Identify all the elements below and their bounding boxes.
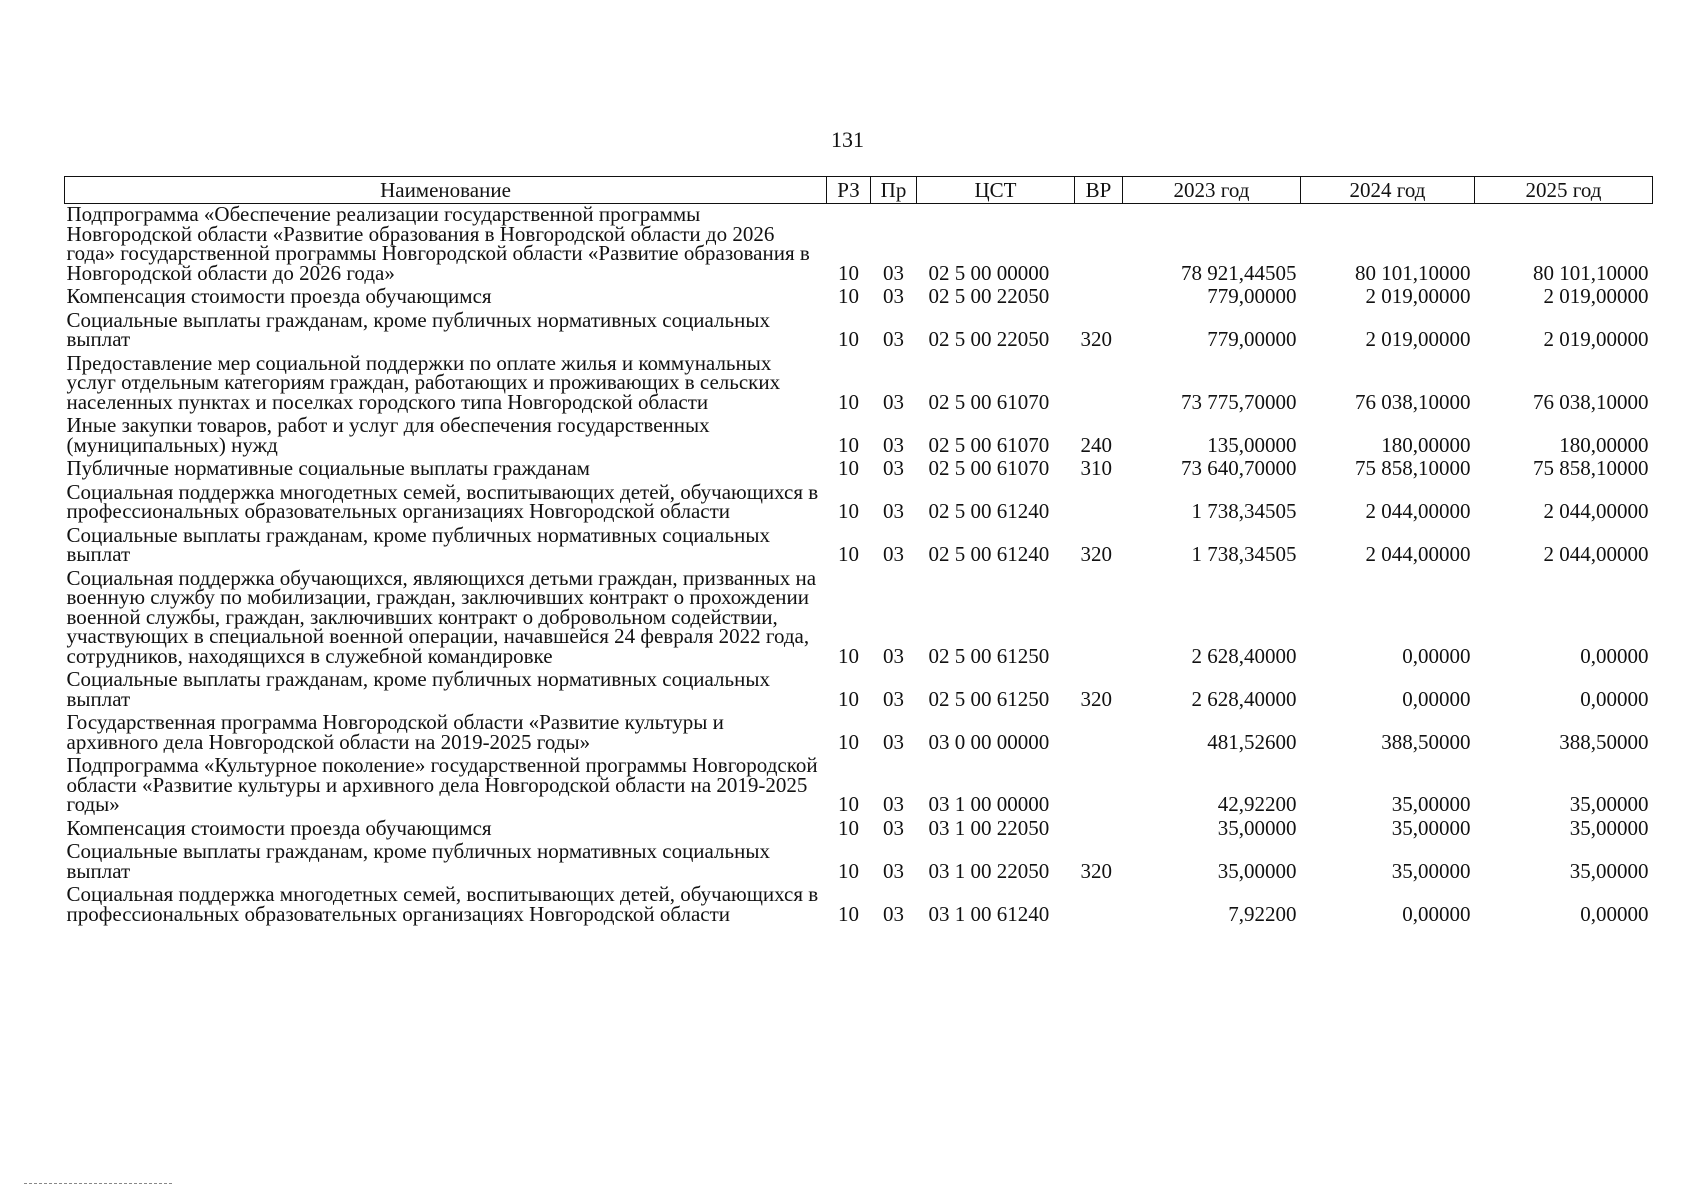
footer-divider bbox=[24, 1183, 172, 1184]
row-name: Подпрограмма «Культурное поколение» государственной программы Новгородской области «Развитие культуры и архивного дела Новгородской области на 2019-2025 годы» bbox=[66, 753, 818, 816]
row-amount-2024: 0,00000 bbox=[1402, 643, 1471, 668]
row-vr bbox=[1075, 286, 1123, 310]
row-amount-2023: 78 921,44505 bbox=[1181, 260, 1297, 285]
column-header-pr: Пр bbox=[871, 177, 917, 204]
row-rz: 10 bbox=[838, 327, 859, 351]
row-vr: 240 bbox=[1080, 432, 1112, 457]
row-pr: 03 bbox=[883, 815, 904, 840]
row-vr bbox=[1075, 818, 1123, 842]
row-amount-2024: 35,00000 bbox=[1391, 792, 1471, 816]
row-amount-2025: 2 044,00000 bbox=[1543, 499, 1649, 523]
row-name: Социальные выплаты гражданам, кроме публичных нормативных социальных выплат bbox=[66, 839, 770, 883]
table-row bbox=[65, 841, 1653, 884]
row-amount-2024: 75 858,10000 bbox=[1355, 456, 1471, 480]
header-row bbox=[65, 177, 1653, 204]
row-amount-2024: 2 019,00000 bbox=[1365, 327, 1471, 351]
row-cst: 02 5 00 61250 bbox=[928, 643, 1050, 668]
row-amount-2025: 2 044,00000 bbox=[1543, 542, 1649, 566]
row-pr: 03 bbox=[883, 499, 904, 523]
row-cst: 02 5 00 22050 bbox=[928, 327, 1050, 351]
row-vr bbox=[1075, 204, 1123, 287]
row-amount-2023: 73 640,70000 bbox=[1181, 456, 1297, 480]
row-amount-2025: 35,00000 bbox=[1569, 858, 1649, 883]
row-pr: 03 bbox=[883, 792, 904, 816]
row-pr: 03 bbox=[883, 729, 904, 754]
row-pr: 03 bbox=[883, 260, 904, 285]
table-row bbox=[65, 818, 1653, 842]
row-pr: 03 bbox=[883, 542, 904, 566]
row-amount-2023: 7,92200 bbox=[1228, 901, 1297, 926]
row-cst: 03 1 00 22050 bbox=[928, 858, 1050, 883]
row-pr: 03 bbox=[883, 686, 904, 711]
row-name: Иные закупки товаров, работ и услуг для обеспечения государственных (муниципальных) нужд bbox=[66, 413, 710, 457]
table-header bbox=[65, 177, 1653, 204]
row-amount-2024: 2 044,00000 bbox=[1365, 499, 1471, 523]
row-amount-2024: 180,00000 bbox=[1381, 432, 1471, 457]
row-amount-2024: 35,00000 bbox=[1391, 858, 1471, 883]
row-pr: 03 bbox=[883, 858, 904, 883]
table-row bbox=[65, 204, 1653, 287]
table-row bbox=[65, 712, 1653, 755]
row-vr bbox=[1075, 884, 1123, 927]
column-header-2023: 2023 год bbox=[1123, 177, 1301, 204]
row-vr bbox=[1075, 755, 1123, 818]
row-amount-2023: 35,00000 bbox=[1217, 815, 1297, 840]
row-rz: 10 bbox=[838, 815, 859, 840]
row-rz: 10 bbox=[838, 858, 859, 883]
row-amount-2023: 73 775,70000 bbox=[1181, 389, 1297, 414]
row-amount-2025: 0,00000 bbox=[1580, 686, 1649, 711]
row-cst: 03 1 00 61240 bbox=[928, 901, 1050, 926]
row-amount-2023: 1 738,34505 bbox=[1191, 499, 1297, 523]
row-amount-2023: 35,00000 bbox=[1217, 858, 1297, 883]
row-vr: 320 bbox=[1080, 858, 1112, 883]
page-number: 131 bbox=[831, 127, 864, 152]
row-rz: 10 bbox=[838, 542, 859, 566]
table-row bbox=[65, 568, 1653, 670]
row-rz: 10 bbox=[838, 284, 859, 308]
row-name: Социальные выплаты гражданам, кроме публичных нормативных социальных выплат bbox=[66, 667, 770, 711]
row-cst: 02 5 00 61240 bbox=[928, 499, 1050, 523]
row-amount-2023: 135,00000 bbox=[1207, 432, 1297, 457]
row-rz: 10 bbox=[838, 729, 859, 754]
row-amount-2023: 779,00000 bbox=[1207, 327, 1297, 351]
row-name: Компенсация стоимости проезда обучающимся bbox=[66, 284, 492, 308]
row-vr bbox=[1075, 482, 1123, 525]
row-vr: 310 bbox=[1080, 456, 1112, 480]
row-pr: 03 bbox=[883, 389, 904, 414]
row-cst: 02 5 00 00000 bbox=[928, 260, 1050, 285]
row-name: Подпрограмма «Обеспечение реализации государственной программы Новгородской области «Развитие образования в Новгородской области до 2026 года» государственной программы Новгородской области «Развитие образования в Новгородской области до 2026 года» bbox=[66, 202, 810, 285]
row-rz: 10 bbox=[838, 686, 859, 711]
row-cst: 02 5 00 61240 bbox=[928, 542, 1050, 566]
row-amount-2025: 0,00000 bbox=[1580, 901, 1649, 926]
row-amount-2023: 481,52600 bbox=[1207, 729, 1297, 754]
row-name: Публичные нормативные социальные выплаты гражданам bbox=[66, 456, 590, 480]
row-rz: 10 bbox=[838, 792, 859, 816]
row-pr: 03 bbox=[883, 284, 904, 308]
table-row bbox=[65, 415, 1653, 458]
row-pr: 03 bbox=[883, 643, 904, 668]
row-name: Социальная поддержка многодетных семей, воспитывающих детей, обучающихся в профессиональных образовательных организациях Новгородской области bbox=[66, 882, 819, 926]
row-vr bbox=[1075, 568, 1123, 670]
row-pr: 03 bbox=[883, 432, 904, 457]
row-name: Государственная программа Новгородской области «Развитие культуры и архивного дела Новгородской области на 2019-2025 годы» bbox=[66, 710, 724, 754]
row-name: Компенсация стоимости проезда обучающимся bbox=[66, 815, 492, 840]
row-amount-2024: 388,50000 bbox=[1381, 729, 1471, 754]
row-amount-2023: 42,92200 bbox=[1217, 792, 1297, 816]
table-row bbox=[65, 755, 1653, 818]
row-cst: 02 5 00 61070 bbox=[928, 432, 1050, 457]
row-rz: 10 bbox=[838, 432, 859, 457]
row-cst: 03 0 00 00000 bbox=[928, 729, 1050, 754]
row-amount-2025: 76 038,10000 bbox=[1533, 389, 1649, 414]
budget-table bbox=[64, 176, 1653, 927]
row-amount-2024: 2 019,00000 bbox=[1365, 284, 1471, 308]
row-rz: 10 bbox=[838, 389, 859, 414]
row-amount-2025: 35,00000 bbox=[1569, 792, 1649, 816]
row-amount-2023: 2 628,40000 bbox=[1191, 686, 1297, 711]
table-row bbox=[65, 286, 1653, 310]
row-rz: 10 bbox=[838, 456, 859, 480]
row-amount-2024: 0,00000 bbox=[1402, 901, 1471, 926]
row-amount-2025: 80 101,10000 bbox=[1533, 260, 1649, 285]
column-header-vr: ВР bbox=[1075, 177, 1123, 204]
row-rz: 10 bbox=[838, 643, 859, 668]
row-name: Социальная поддержка обучающихся, являющихся детьми граждан, призванных на военную службу по мобилизации, граждан, заключивших контракт о прохождении военной службы, граждан, заключивших контракт о добровольном содействии, участвующих в специальной военной операции, начавшейся 24 февраля 2022 года, сотрудников, находящихся в служебной командировке bbox=[66, 565, 817, 668]
row-cst: 03 1 00 00000 bbox=[928, 792, 1050, 816]
row-amount-2024: 35,00000 bbox=[1391, 815, 1471, 840]
row-amount-2025: 2 019,00000 bbox=[1543, 284, 1649, 308]
row-amount-2023: 2 628,40000 bbox=[1191, 643, 1297, 668]
row-amount-2025: 2 019,00000 bbox=[1543, 327, 1649, 351]
row-amount-2025: 180,00000 bbox=[1559, 432, 1649, 457]
row-vr bbox=[1075, 712, 1123, 755]
row-pr: 03 bbox=[883, 327, 904, 351]
row-name: Социальная поддержка многодетных семей, воспитывающих детей, обучающихся в профессиональных образовательных организациях Новгородской области bbox=[66, 479, 819, 523]
row-name: Социальные выплаты гражданам, кроме публичных нормативных социальных выплат bbox=[66, 522, 770, 566]
column-header-rz: РЗ bbox=[827, 177, 871, 204]
table-row bbox=[65, 310, 1653, 353]
column-header-2024: 2024 год bbox=[1301, 177, 1475, 204]
row-pr: 03 bbox=[883, 901, 904, 926]
row-cst: 02 5 00 61070 bbox=[928, 389, 1050, 414]
table-row bbox=[65, 884, 1653, 927]
row-amount-2025: 388,50000 bbox=[1559, 729, 1649, 754]
table-row bbox=[65, 353, 1653, 416]
table-row bbox=[65, 669, 1653, 712]
column-header-name: Наименование bbox=[65, 177, 827, 204]
table-row bbox=[65, 482, 1653, 525]
table-row bbox=[65, 525, 1653, 568]
row-amount-2024: 76 038,10000 bbox=[1355, 389, 1471, 414]
row-pr: 03 bbox=[883, 456, 904, 480]
row-amount-2024: 0,00000 bbox=[1402, 686, 1471, 711]
column-header-cst: ЦСТ bbox=[917, 177, 1075, 204]
row-cst: 02 5 00 61070 bbox=[928, 456, 1050, 480]
row-cst: 03 1 00 22050 bbox=[928, 815, 1050, 840]
column-header-2025: 2025 год bbox=[1475, 177, 1653, 204]
row-name: Социальные выплаты гражданам, кроме публичных нормативных социальных выплат bbox=[66, 307, 770, 351]
table-row bbox=[65, 458, 1653, 482]
row-vr: 320 bbox=[1080, 686, 1112, 711]
row-amount-2024: 80 101,10000 bbox=[1355, 260, 1471, 285]
table-body bbox=[65, 204, 1653, 928]
row-amount-2023: 1 738,34505 bbox=[1191, 542, 1297, 566]
row-vr: 320 bbox=[1080, 327, 1112, 351]
row-vr bbox=[1075, 353, 1123, 416]
row-rz: 10 bbox=[838, 499, 859, 523]
row-amount-2024: 2 044,00000 bbox=[1365, 542, 1471, 566]
row-rz: 10 bbox=[838, 901, 859, 926]
row-cst: 02 5 00 22050 bbox=[928, 284, 1050, 308]
row-amount-2025: 0,00000 bbox=[1580, 643, 1649, 668]
row-rz: 10 bbox=[838, 260, 859, 285]
row-vr: 320 bbox=[1080, 542, 1112, 566]
row-amount-2025: 75 858,10000 bbox=[1533, 456, 1649, 480]
row-name: Предоставление мер социальной поддержки по оплате жилья и коммунальных услуг отдельным категориям граждан, работающих и проживающих в сельских населенных пунктах и поселках городского типа Новгородской области bbox=[66, 350, 781, 414]
row-amount-2023: 779,00000 bbox=[1207, 284, 1297, 308]
row-amount-2025: 35,00000 bbox=[1569, 815, 1649, 840]
row-cst: 02 5 00 61250 bbox=[928, 686, 1050, 711]
